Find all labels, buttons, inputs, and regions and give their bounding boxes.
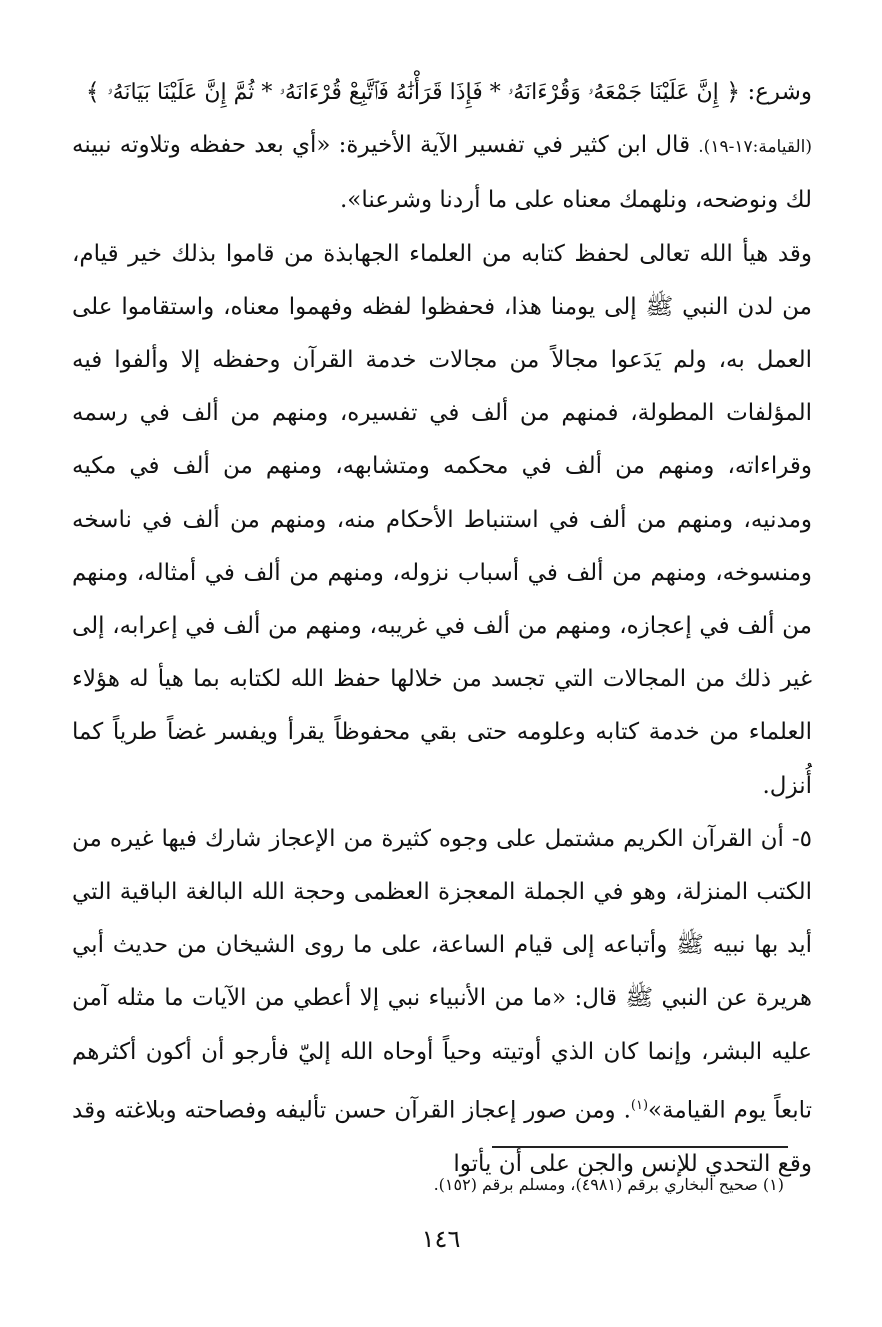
paragraph-preservation: وقد هيأ الله تعالى لحفظ كتابه من العلماء الجهابذة من قاموا بذلك خير قيام، من لدن النبي ﷺ إلى يومنا هذا، فحفظوا لفظه وفهموا معناه، واستقاموا على العمل به، ولم يَدَعوا مجالاً من مجالات خدمة القرآن وحفظه إلا وألفوا فيه المؤلفات المطولة، فمنهم من ألف في تفسيره، ومنهم من ألف في رسمه وقراءاته، ومنهم من ألف في محكمه ومتشابهه، ومنهم من ألف في مكيه ومدنيه، ومنهم من ألف في استنباط الأحكام منه، ومنهم من ألف في ناسخه ومنسوخه، ومنهم من ألف في أسباب نزوله، ومنهم من ألف في أمثاله، ومنهم من ألف في إعجازه، ومنهم من ألف في غريبه، ومنهم من ألف في إعرابه، إلى غير ذلك من المجالات التي تجسد من خلالها حفظ الله لكتابه بما هيأ له هؤلاء العلماء من خدمة كتابه وعلومه حتى بقي محفوظاً يقرأ ويفسر غضاً طرياً كما أُنزل. bbox=[72, 240, 812, 799]
ornate-bracket-close: ﴾ bbox=[85, 78, 100, 106]
point-5-continuation: . ومن صور إعجاز القرآن حسن تأليفه وفصاحته وبلاغته وقد وقع التحدي للإنس والجن على أن يأتوا bbox=[72, 1097, 812, 1177]
verse-reference: (القيامة:١٧-١٩). bbox=[698, 137, 813, 158]
ibn-kathir-quote: قال ابن كثير في تفسير الآية الأخيرة: «أي بعد حفظه وتلاوته نبينه لك ونوضحه، ونلهمك معناه على ما أردنا وشرعنا». bbox=[72, 132, 812, 214]
point-5-text: ٥- أن القرآن الكريم مشتمل على وجوه كثيرة من الإعجاز شارك فيها غيره من الكتب المنزلة، وهو في الجملة المعجزة العظمى وحجة الله البالغة الباقية التي أيد بها نبيه ﷺ وأتباعه إلى قيام الساعة، على ما روى الشيخان من حديث أبي هريرة عن النبي ﷺ قال: «ما من الأنبياء نبي إلا أعطي من الآيات ما مثله آمن عليه البشر، وإنما كان الذي أوتيته وحياً أوحاه الله إليّ فأرجو أن أكون أكثرهم تابعاً يوم القيامة» bbox=[72, 825, 812, 1124]
paragraph-ibn-kathir bbox=[72, 119, 812, 227]
ornate-bracket-open: ﴿ bbox=[726, 78, 741, 106]
footnote-marker: (١) bbox=[630, 1097, 649, 1113]
sharh-label: وشرع: bbox=[747, 79, 812, 105]
main-text bbox=[72, 66, 812, 1191]
page-number: ١٤٦ bbox=[421, 1225, 461, 1253]
quran-verse: إِنَّ عَلَيْنَا جَمْعَهُۥ وَقُرْءَانَهُۥ * فَإِذَا قَرَأْنَٰهُ فَٱتَّبِعْ قُرْءَانَهُۥ * ثُمَّ إِنَّ عَلَيْنَا بَيَانَهُۥ bbox=[107, 80, 719, 105]
verse-line bbox=[72, 66, 812, 119]
footnote-divider bbox=[492, 1146, 788, 1148]
footnote: (١) صحيح البخاري برقم (٤٩٨١)، ومسلم برقم (١٥٢). bbox=[433, 1175, 784, 1194]
paragraph-point-5 bbox=[72, 813, 812, 1191]
